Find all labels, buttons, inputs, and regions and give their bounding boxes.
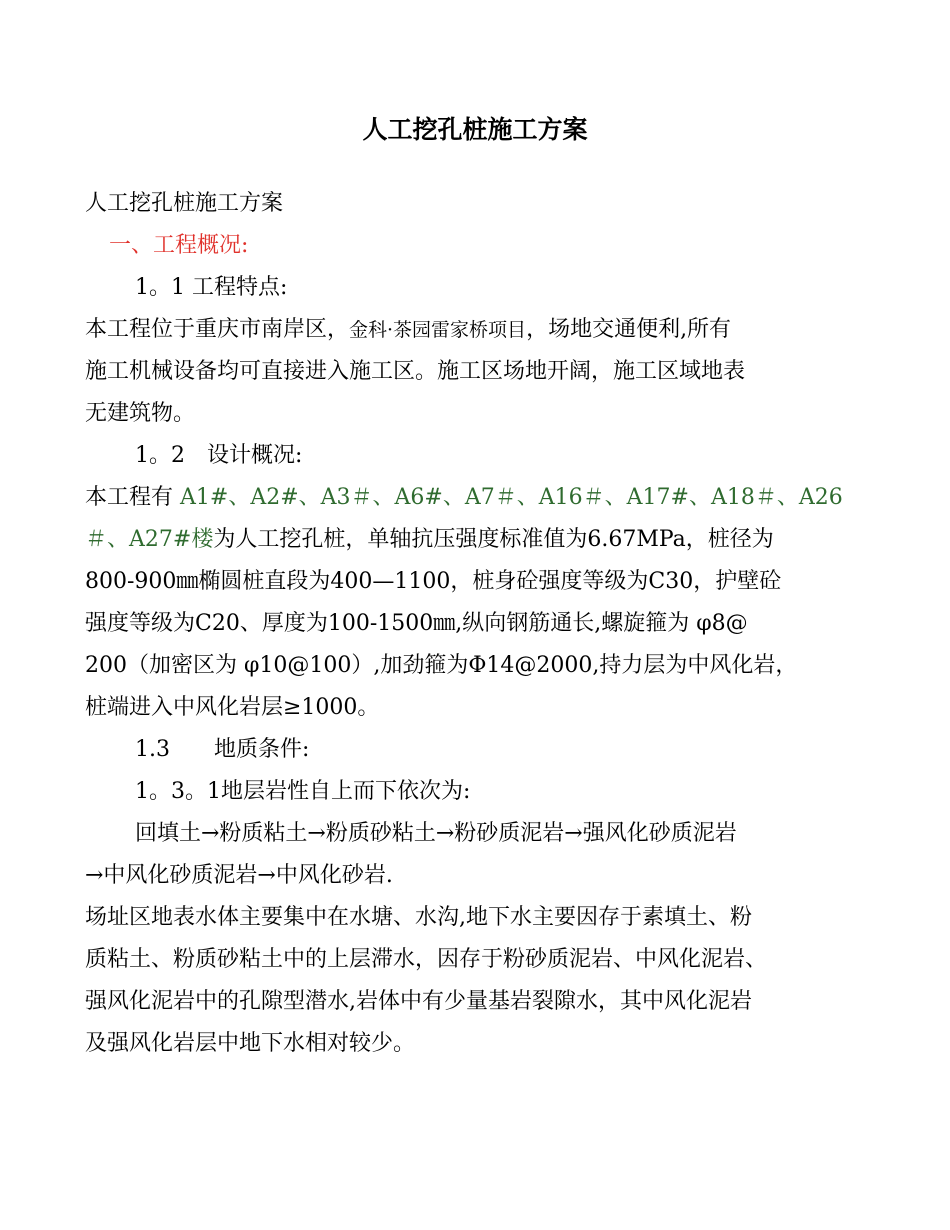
building-list: A1#、A2#、A3＃、A6#、A7＃、A16＃、A17#、A18＃、A26 [180, 485, 843, 510]
paragraph-line: 800-900㎜椭圆桩直段为400—1100，桩身砼强度等级为C30，护壁砼 [85, 569, 782, 594]
paragraph-line: 回填土→粉质粘土→粉质砂粘土→粉砂质泥岩→强风化砂质泥岩 [135, 821, 737, 846]
paragraph-line: 及强风化岩层中地下水相对较少。 [85, 1031, 416, 1056]
subsection-heading-geology: 1.3 地质条件: [135, 737, 310, 762]
paragraph-line: 无建筑物。 [85, 401, 196, 426]
paragraph-line: 质粘土、粉质砂粘土中的上层滞水，因存于粉砂质泥岩、中风化泥岩、 [85, 947, 768, 972]
document-subtitle: 人工挖孔桩施工方案 [85, 191, 284, 216]
paragraph-line: 场址区地表水体主要集中在水塘、水沟,地下水主要因存于素填土、粉 [85, 905, 752, 930]
subsection-heading-strata: 1。3。1地层岩性自上而下依次为: [135, 779, 471, 804]
subsection-heading-design: 1。2 设计概况: [135, 443, 303, 468]
text-run: ，场地交通便利,所有 [526, 317, 732, 342]
project-name: 金科·茶园雷家桥项目 [349, 319, 527, 341]
document-title: 人工挖孔桩施工方案 [362, 115, 588, 144]
section-heading-overview: 一、工程概况: [109, 233, 249, 258]
paragraph-line: 施工机械设备均可直接进入施工区。施工区场地开阔，施工区域地表 [85, 359, 746, 384]
text-run: 本工程位于重庆市南岸区， [85, 317, 350, 342]
building-list: ＃、A27#楼 [85, 527, 214, 552]
document-body [85, 183, 855, 1065]
paragraph-line: 强风化泥岩中的孔隙型潜水,岩体中有少量基岩裂隙水，其中风化泥岩 [85, 989, 752, 1014]
paragraph-line [85, 477, 855, 519]
subsection-heading-features: 1。1 工程特点: [135, 275, 288, 300]
paragraph-line [85, 519, 855, 561]
paragraph-line: 桩端进入中风化岩层≥1000。 [85, 695, 380, 720]
paragraph-line: 200（加密区为 φ10@100）,加劲箍为Φ14@2000,持力层为中风化岩， [85, 653, 798, 678]
paragraph-line: →中风化砂质泥岩→中风化砂岩. [85, 863, 393, 888]
paragraph-line: 强度等级为C20、厚度为100-1500㎜,纵向钢筋通长,螺旋箍为 φ8@ [85, 611, 748, 636]
text-run: 本工程有 [85, 485, 174, 510]
text-run: 为人工挖孔桩，单轴抗压强度标准值为6.67MPa，桩径为 [213, 527, 774, 552]
paragraph-line [85, 309, 855, 351]
